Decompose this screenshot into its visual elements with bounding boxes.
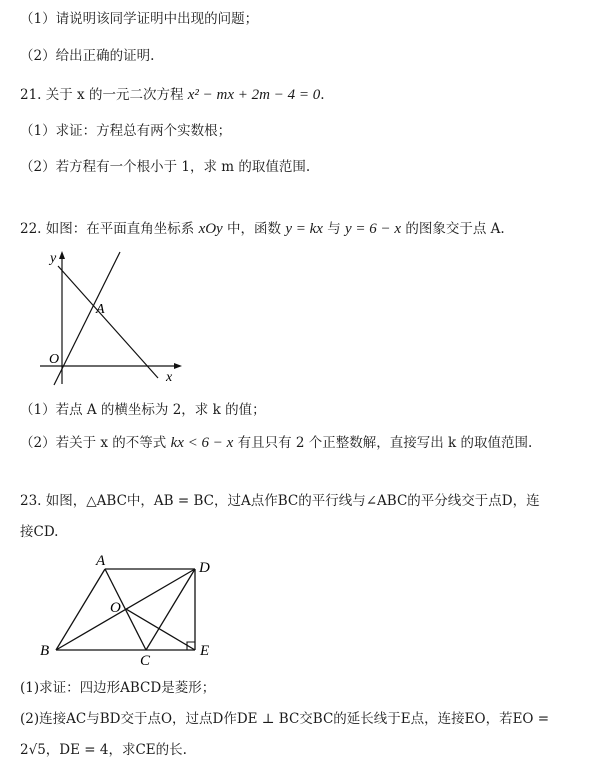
q20-part1: （1）请说明该同学证明中出现的问题； (20, 11, 259, 27)
q20-part2: （2）给出正确的证明. (20, 48, 155, 64)
label-y: y (50, 251, 57, 266)
q22-part2-suffix: 有且只有 2 个正整数解，直接写出 k 的取值范围. (233, 435, 533, 451)
label-A: A (96, 553, 106, 569)
q22-func2: y = 6 − x (345, 221, 402, 237)
q22-xoy: xOy (198, 221, 223, 237)
q22-coordinate-figure (30, 248, 190, 390)
q23-stem-line2: 接CD. (20, 524, 59, 540)
line-y-6-minus-x (58, 266, 158, 378)
x-axis-arrow (174, 363, 182, 369)
q23-part1: (1)求证：四边形ABCD是菱形； (20, 680, 216, 696)
q22-suffix: 的图象交于点 A. (401, 221, 505, 237)
label-E: E (200, 643, 210, 659)
side-BA (56, 569, 105, 650)
y-axis-arrow (59, 251, 65, 259)
q22-mid: 中，函数 (222, 221, 286, 237)
q22-func1: y = kx (285, 221, 323, 237)
side-CD (146, 569, 195, 650)
q21-stem (20, 85, 325, 105)
label-O: O (110, 600, 121, 616)
q22-part1: （1）若点 A 的横坐标为 2，求 k 的值； (20, 402, 266, 418)
q21-suffix: . (320, 87, 325, 103)
q23-part2-line2: 2√5，DE = 4，求CE的长. (20, 742, 187, 758)
q21-equation: x² − mx + 2m − 4 = 0 (187, 87, 321, 103)
q22-part2-prefix: （2）若关于 x 的不等式 (20, 435, 171, 451)
label-D: D (199, 560, 210, 576)
label-O: O (49, 352, 60, 367)
q23-part2-line1: (2)连接AC与BD交于点O，过点D作DE ⊥ BC交BC的延长线于E点，连接EO，若EO = (20, 711, 550, 727)
q22-prefix: 22. 如图：在平面直角坐标系 (20, 221, 199, 237)
q22-and: 与 (322, 221, 346, 237)
q21-part2: （2）若方程有一个根小于 1，求 m 的取值范围. (20, 159, 311, 175)
q23-rhombus-figure (36, 552, 226, 667)
label-C: C (140, 653, 151, 667)
q23-stem-line1: 23. 如图，△ABC中，AB = BC，过A点作BC的平行线与∠ABC的平分线交于点D，连 (20, 493, 540, 509)
q22-inequality: kx < 6 − x (170, 435, 234, 451)
label-A: A (96, 302, 105, 317)
label-x: x (166, 370, 173, 385)
q22-stem (20, 219, 505, 239)
label-B: B (40, 643, 50, 659)
q21-part1: （1）求证：方程总有两个实数根； (20, 123, 232, 139)
q21-prefix: 21. 关于 x 的一元二次方程 (20, 87, 188, 103)
q22-part2 (20, 433, 532, 453)
